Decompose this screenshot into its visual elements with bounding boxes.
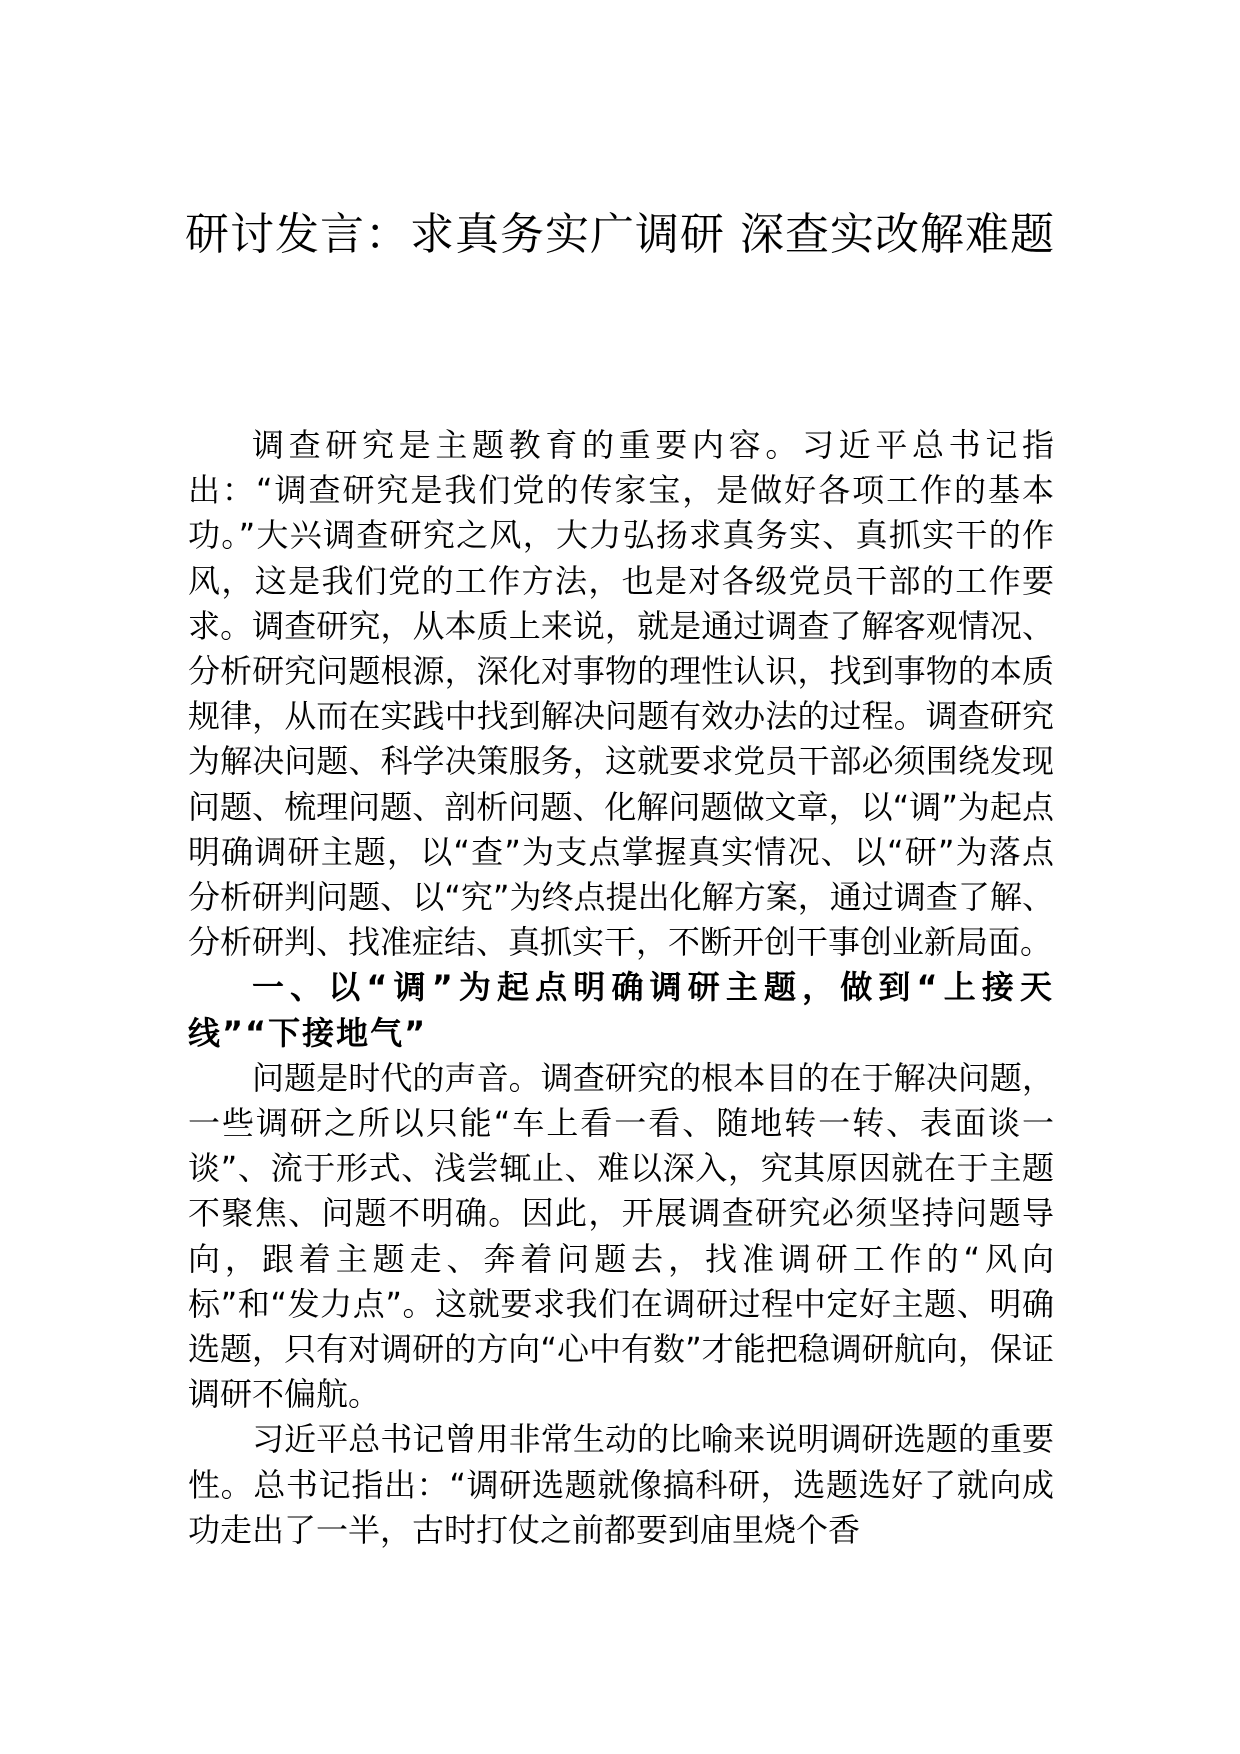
document-title: 研讨发言：求真务实广调研 深查实改解难题 bbox=[185, 209, 1055, 260]
section-1-heading: 一、以“调”为起点明确调研主题，做到“上接天线”“下接地气” bbox=[188, 968, 1054, 1052]
section-1-paragraph-1: 问题是时代的声音。调查研究的根本目的在于解决问题，一些调研之所以只能“车上看一看、随地转一转、表面谈一谈”、流于形式、浅尝辄止、难以深入，究其原因就在于主题不聚焦、问题不明确。因此，开展调查研究必须坚持问题导向，跟着主题走、奔着问题去，找准调研工作的“风向标”和“发力点”。这就要求我们在调研过程中定好主题、明确选题，只有对调研的方向“心中有数”才能把稳调研航向，保证调研不偏航。 bbox=[188, 1058, 1054, 1414]
intro-paragraph: 调查研究是主题教育的重要内容。习近平总书记指出：“调查研究是我们党的传家宝，是做好各项工作的基本功。”大兴调查研究之风，大力弘扬求真务实、真抓实干的作风，这是我们党的工作方法，也是对各级党员干部的工作要求。调查研究，从本质上来说，就是通过调查了解客观情况、分析研究问题根源，深化对事物的理性认识，找到事物的本质规律，从而在实践中找到解决问题有效办法的过程。调查研究为解决问题、科学决策服务，这就要求党员干部必须围绕发现问题、梳理问题、剖析问题、化解问题做文章，以“调”为起点明确调研主题，以“查”为支点掌握真实情况、以“研”为落点分析研判问题、以“究”为终点提出化解方案，通过调查了解、分析研判、找准症结、真抓实干，不断开创干事创业新局面。 bbox=[188, 426, 1054, 962]
section-1-paragraph-2: 习近平总书记曾用非常生动的比喻来说明调研选题的重要性。总书记指出：“调研选题就像搞科研，选题选好了就向成功走出了一半，古时打仗之前都要到庙里烧个香 bbox=[188, 1420, 1054, 1549]
document-body bbox=[188, 423, 1054, 1553]
